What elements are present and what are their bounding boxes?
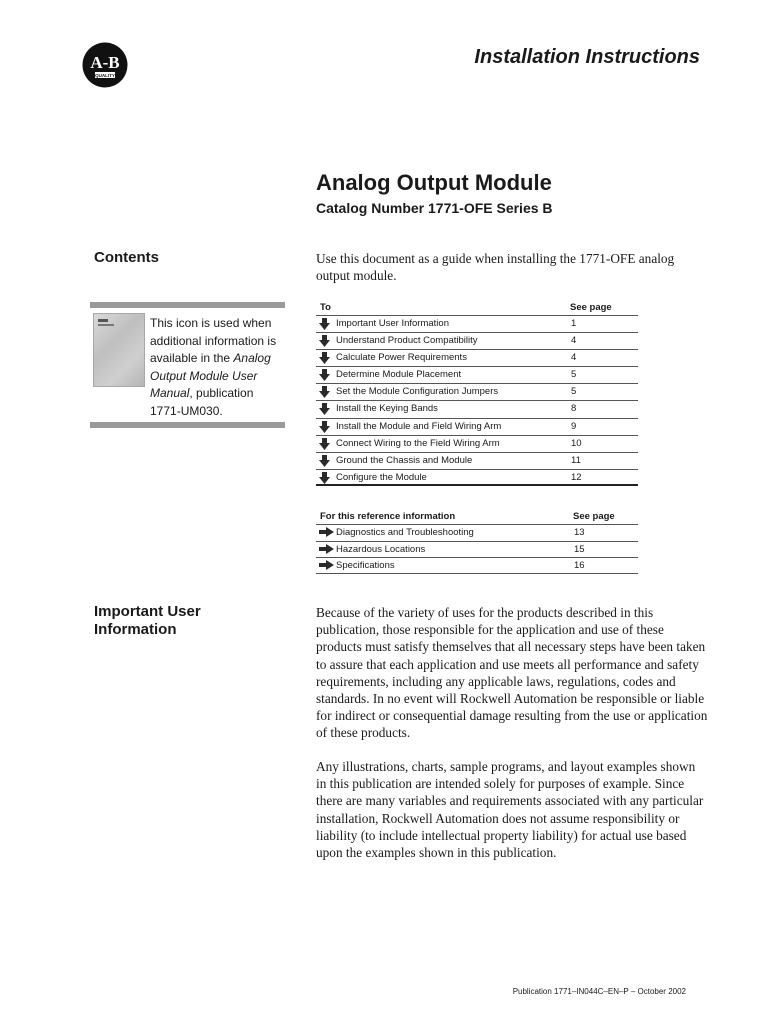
table-row [316, 332, 638, 349]
note-text-after: , publication 1771-UM030. [150, 386, 254, 418]
table-row [316, 418, 638, 435]
table-row [316, 435, 638, 452]
header-title: Installation Instructions [474, 46, 700, 68]
table-row [316, 557, 638, 574]
row-label: Set the Module Configuration Jumpers [336, 386, 499, 398]
arrow-down-icon [319, 421, 330, 436]
reference-table [316, 511, 638, 574]
contents-heading: Contents [94, 249, 159, 266]
table-row [316, 400, 638, 417]
important-user-information-heading: Important User Information [94, 603, 201, 638]
table-row [316, 452, 638, 469]
manual-icon [93, 313, 145, 387]
row-label: Configure the Module [336, 471, 427, 483]
row-page: 4 [571, 352, 577, 364]
row-label: Understand Product Compatibility [336, 335, 478, 347]
row-label: Connect Wiring to the Field Wiring Arm [336, 437, 500, 449]
table-header [316, 302, 638, 315]
table-row [316, 469, 638, 486]
row-label: Diagnostics and Troubleshooting [336, 527, 474, 538]
col-reference: For this reference information [320, 511, 456, 522]
row-page: 8 [571, 403, 577, 415]
row-page: 12 [571, 471, 582, 483]
note-text-before: This icon is used when additional information is available in the [150, 316, 277, 366]
row-label: Hazardous Locations [336, 543, 426, 555]
arrow-down-icon [319, 472, 330, 487]
table-row [316, 349, 638, 366]
arrow-down-icon [319, 335, 330, 350]
row-page: 9 [571, 420, 577, 432]
row-page: 5 [571, 386, 577, 398]
arrow-down-icon [319, 455, 330, 470]
row-page: 16 [574, 560, 585, 572]
row-page: 13 [574, 527, 585, 538]
note-rule-top [90, 302, 285, 308]
table-row [316, 366, 638, 383]
row-page: 15 [574, 543, 585, 555]
arrow-down-icon [319, 318, 330, 333]
intro-text: Use this document as a guide when installing the 1771-OFE analog output module. [316, 251, 675, 284]
row-label: Ground the Chassis and Module [336, 454, 473, 466]
arrow-right-icon [319, 560, 334, 573]
contents-table [316, 302, 638, 486]
logo-subtext: QUALITY [95, 73, 115, 78]
arrow-down-icon [319, 386, 330, 401]
logo-text: A-B [90, 53, 120, 72]
arrow-right-icon [319, 544, 334, 557]
disclaimer-paragraph-1: Because of the variety of uses for the products described in this publication, those responsible for the application and use of these products must satisfy themselves that all necessary steps have been taken to assure that each application and use meets all performance and safety requirements, including any applicable laws, regulations, codes and standards. In no event will Rockwell Automation be responsible or liable for indirect or consequential damage resulting from the use or application of these products. [316, 605, 708, 741]
col-see-page: See page [570, 302, 612, 313]
row-label: Specifications [336, 560, 395, 572]
row-label: Calculate Power Requirements [336, 352, 467, 364]
row-label: Install the Module and Field Wiring Arm [336, 420, 502, 432]
arrow-down-icon [319, 438, 330, 453]
row-label: Install the Keying Bands [336, 403, 438, 415]
icon-note-text [150, 315, 285, 421]
arrow-down-icon [319, 352, 330, 367]
table-row [316, 541, 638, 558]
row-label: Determine Module Placement [336, 369, 462, 381]
manual-title: Analog Output Module User Manual [150, 351, 271, 401]
row-page: 11 [571, 454, 581, 466]
row-page: 1 [571, 318, 577, 329]
table-row [316, 315, 638, 332]
publication-footer: Publication 1771–IN044C–EN–P – October 2002 [512, 987, 686, 996]
row-page: 10 [571, 437, 582, 449]
col-to: To [320, 302, 331, 313]
row-label: Important User Information [336, 318, 449, 329]
table-header [316, 511, 638, 524]
col-see-page: See page [573, 511, 615, 522]
disclaimer-paragraph-2: Any illustrations, charts, sample programs, and layout examples shown in this publication are intended solely for purposes of example. Since there are many variables and requirements associated with any particular installation, Rockwell Automation does not assume responsibility or liability (to include intellectual property liability) for actual use based upon the examples shown in this publication. [316, 759, 704, 861]
row-page: 4 [571, 335, 577, 347]
icon-note [90, 302, 285, 430]
table-row [316, 383, 638, 400]
arrow-right-icon [319, 527, 334, 540]
note-rule-bottom [90, 422, 285, 428]
catalog-number: Catalog Number 1771-OFE Series B [316, 200, 553, 216]
table-row [316, 524, 638, 541]
document-title: Analog Output Module [316, 170, 552, 195]
allen-bradley-logo [82, 42, 128, 88]
arrow-down-icon [319, 403, 330, 418]
row-page: 5 [571, 369, 577, 381]
arrow-down-icon [319, 369, 330, 384]
